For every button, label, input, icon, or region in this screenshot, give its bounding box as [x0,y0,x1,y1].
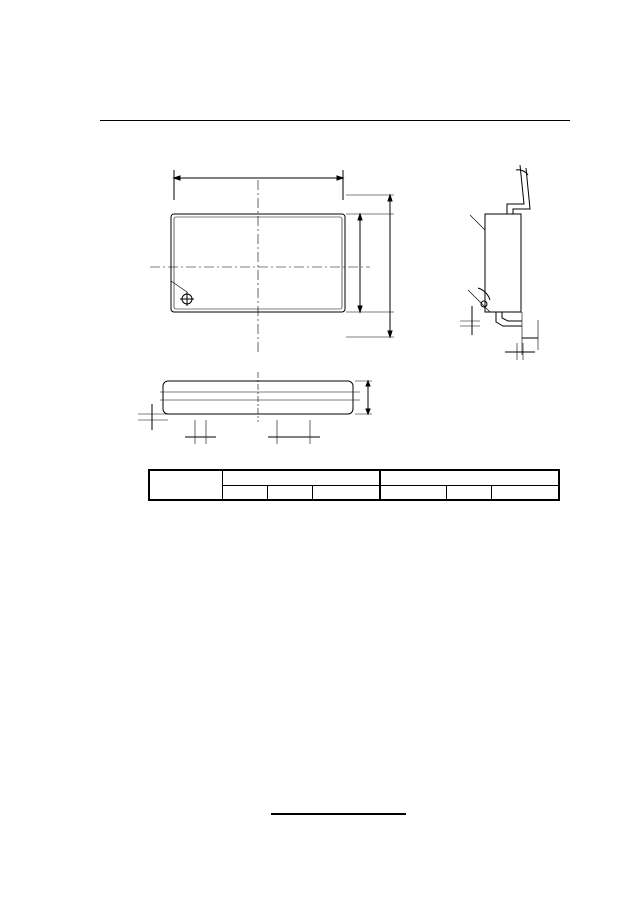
mm-group-header [223,470,380,485]
inch-group-header [380,470,559,485]
symbol-header [149,470,223,500]
sub-header [267,485,312,500]
sub-header [380,485,447,500]
dimensions-table [148,469,560,501]
sub-header [223,485,268,500]
sub-header [447,485,492,500]
end-view-body [485,214,521,312]
sub-header [492,485,559,500]
sub-header [312,485,379,500]
footer-divider [271,813,406,815]
